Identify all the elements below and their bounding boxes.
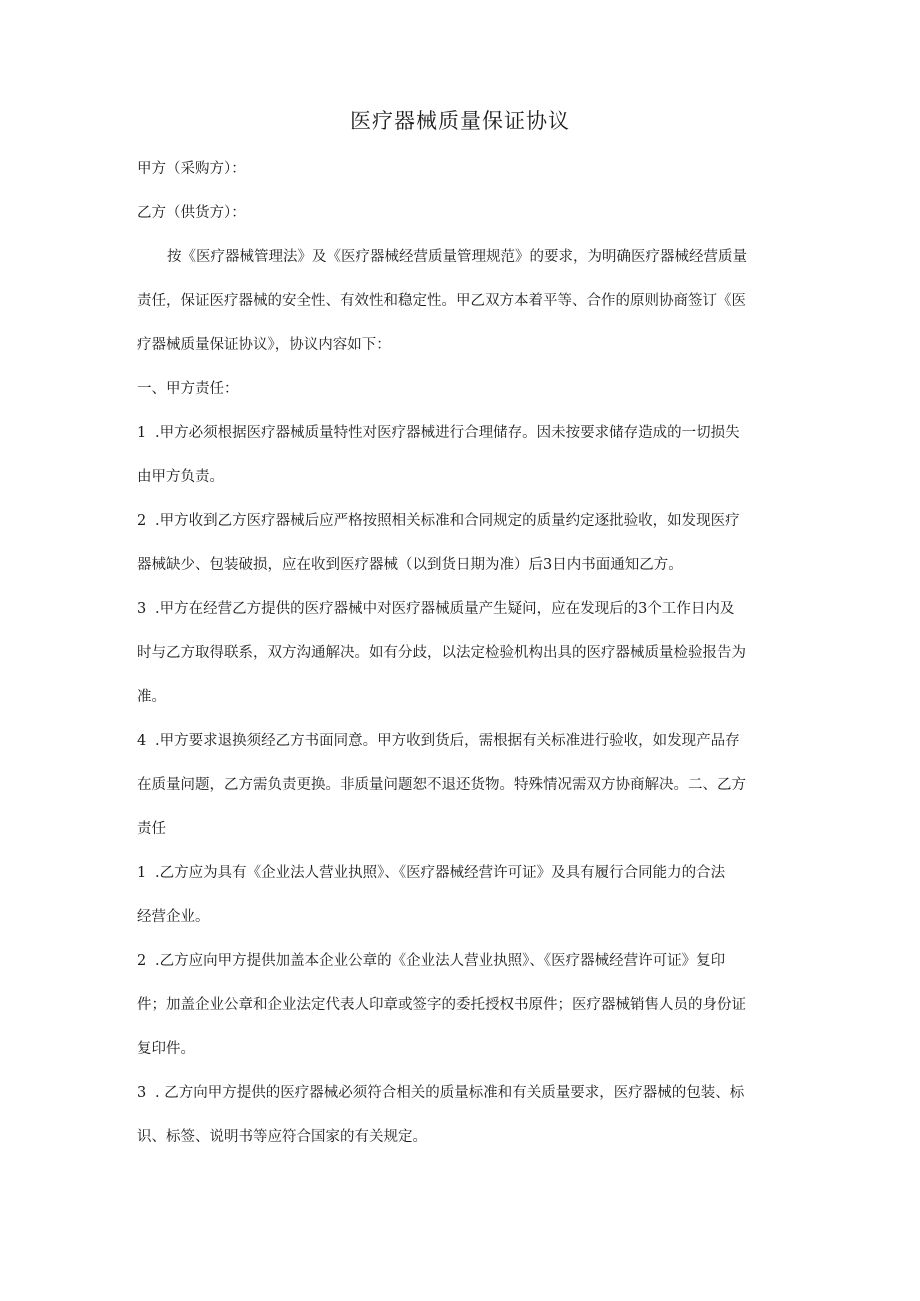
- clause-line: 器械缺少、包装破损，应在收到医疗器械（以到货日期为准）后3日内书面通知乙方。: [137, 557, 683, 573]
- clause-text: .甲方要求退换须经乙方书面同意。甲方收到货后，需根据有关标准进行验收，如发现产品存: [155, 733, 740, 749]
- clause-line: 由甲方负责。: [137, 469, 224, 485]
- clause-line: 复印件。: [137, 1041, 195, 1057]
- clause-line: [137, 411, 787, 455]
- clause-text: .甲方在经营乙方提供的医疗器械中对医疗器械质量产生疑问，应在发现后的3个工作日内及: [155, 601, 735, 617]
- clause-text: .甲方收到乙方医疗器械后应严格按照相关标准和合同规定的质量约定逐批验收，如发现医疗: [155, 513, 740, 529]
- document-title: 医疗器械质量保证协议: [350, 109, 570, 133]
- party-a-line: 甲方（采购方）：: [137, 161, 246, 177]
- clause-text: .乙方应为具有《企业法人营业执照》、《医疗器械经营许可证》及具有履行合同能力的合法: [155, 865, 726, 881]
- clause-number: 4: [137, 733, 147, 749]
- clause-line: [137, 587, 787, 631]
- clause-line: 在质量问题，乙方需负责更换。非质量问题恕不退还货物。特殊情况需双方协商解决。二、乙方: [137, 777, 746, 793]
- clause-number: 3: [137, 601, 147, 617]
- clause-number: 2: [137, 513, 147, 529]
- clause-line: 准。: [137, 689, 166, 705]
- party-b-line: 乙方（供货方）：: [137, 205, 246, 221]
- intro-line: 疗器械质量保证协议》，协议内容如下：: [137, 337, 391, 353]
- clause-text: .乙方应向甲方提供加盖本企业公章的《企业法人营业执照》、《医疗器械经营许可证》复印: [155, 953, 726, 969]
- clause-number: 3: [137, 1085, 147, 1101]
- clause-line: [137, 719, 787, 763]
- clause-line: 识、标签、说明书等应符合国家的有关规定。: [137, 1129, 427, 1145]
- section-a-heading: 一、甲方责任：: [137, 381, 239, 397]
- clause-line: 件；加盖企业公章和企业法定代表人印章或签字的委托授权书原件；医疗器械销售人员的身份证: [137, 997, 746, 1013]
- clause-line: 经营企业。: [137, 909, 210, 925]
- clause-text: .甲方必须根据医疗器械质量特性对医疗器械进行合理储存。因未按要求储存造成的一切损失: [155, 425, 740, 441]
- clause-line: [137, 851, 787, 895]
- document-body: [137, 147, 787, 1159]
- clause-line: [137, 1071, 787, 1115]
- intro-line: 按《医疗器械管理法》及《医疗器械经营质量管理规范》的要求，为明确医疗器械经营质量: [167, 249, 747, 265]
- clause-line: [137, 499, 787, 543]
- clause-number: 1: [137, 425, 147, 441]
- clause-number: 2: [137, 953, 147, 969]
- clause-line: [137, 939, 787, 983]
- clause-text: . 乙方向甲方提供的医疗器械必须符合相关的质量标准和有关质量要求，医疗器械的包装、标: [155, 1085, 745, 1101]
- clause-line: 时与乙方取得联系，双方沟通解决。如有分歧，以法定检验机构出具的医疗器械质量检验报告为: [137, 645, 746, 661]
- intro-line: 责任，保证医疗器械的安全性、有效性和稳定性。甲乙双方本着平等、合作的原则协商签订《医: [137, 293, 746, 309]
- clause-line: 责任: [137, 821, 166, 837]
- clause-number: 1: [137, 865, 147, 881]
